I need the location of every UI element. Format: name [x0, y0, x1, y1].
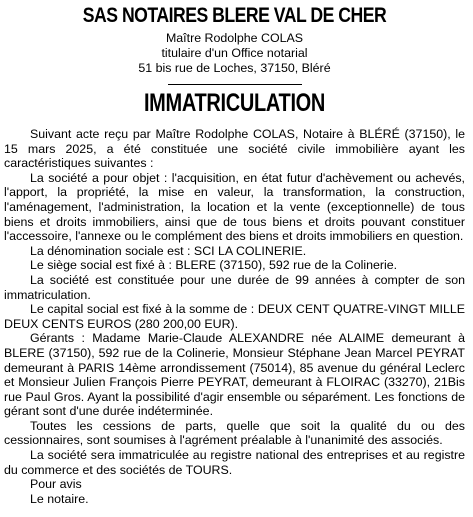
notary-office-description: titulaire d'un Office notarial [161, 46, 308, 60]
notary-name: Maître Rodolphe COLAS [165, 31, 304, 45]
paragraph-registered-office: Le siège social est fixé à : BLERE (37150), 592 rue de la Colinerie. [30, 258, 398, 273]
notice-body [4, 127, 465, 506]
header-divider [168, 84, 302, 85]
section-title: IMMATRICULATION [143, 89, 326, 117]
notary-address: 51 bis rue de Loches, 37150, Bléré [138, 61, 331, 75]
paragraph-duration: La société est constituée pour une durée de 99 années à compter de son immatriculation. [4, 272, 465, 302]
paragraph-purpose: La société a pour objet : l'acquisition, en état futur d'achèvement ou achevés, l'apport, la propriété, la mise en valeur, la transformation, la construction, l'aménagement, l'administration, la location et la vente (exceptionnelle) de tous biens et droits immobiliers, ainsi que de tous biens et droits pouvant constituer l'accessoire, l'annexe ou le complément des biens et droits immobiliers en question. [4, 170, 465, 244]
notary-office-block [4, 31, 465, 76]
paragraph-share-transfers: Toutes les cessions de parts, quelle que soit la qualité du ou des cessionnaires, sont soumises à l'agrément préalable à l'unanimité des associés. [4, 418, 465, 448]
paragraph-share-capital: Le capital social est fixé à la somme de : DEUX CENT QUATRE-VINGT MILLE DEUX CENTS EUROS (280 200,00 EUR). [4, 302, 465, 331]
paragraph-managers: Gérants : Madame Marie-Claude ALEXANDRE née ALAIME demeurant à BLERE (37150), 592 rue de la Colinerie, Monsieur Stéphane Jean Marcel PEYRAT demeurant à PARIS 14ème arrondissement (75014), 85 avenue du général Leclerc et Monsieur Julien François Pierre PEYRAT, demeurant à FLOIRAC (33270), 21Bis rue Paul Gros. Ayant la possibilité d'agir ensemble ou séparément. Les fonctions de gérant sont d'une durée indéterminée. [4, 331, 465, 419]
notary-firm-title: SAS NOTAIRES BLERE VAL DE CHER [82, 4, 387, 27]
paragraph-signature: Le notaire. [30, 491, 89, 506]
paragraph-intro: Suivant acte reçu par Maître Rodolphe COLAS, Notaire à BLÉRÉ (37150), le 15 mars 2025, a été constituée une société civile immobilière ayant les caractéristiques suivantes : [4, 127, 465, 171]
paragraph-pour-avis: Pour avis [30, 477, 82, 492]
paragraph-registration: La société sera immatriculée au registre national des entreprises et au registre du commerce et des sociétés de TOURS. [4, 448, 465, 477]
paragraph-company-name: La dénomination sociale est : SCI LA COLINERIE. [30, 243, 307, 258]
